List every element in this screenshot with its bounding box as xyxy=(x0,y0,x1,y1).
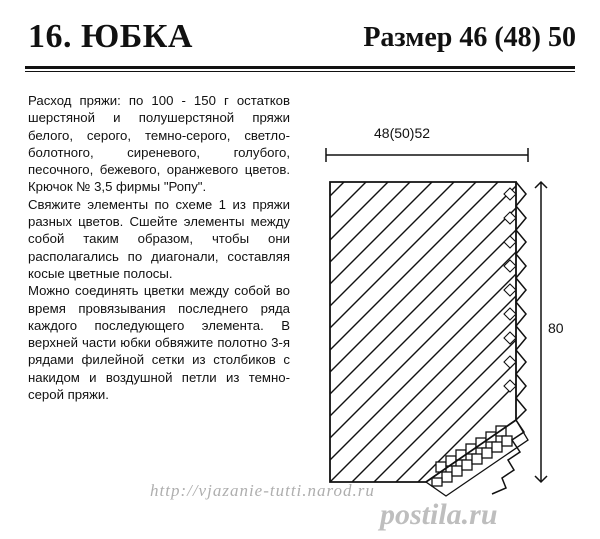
yarn-paragraph: Расход пряжи: по 100 - 150 г остатков шерстяной и полушерстяной пряжи белого, серого, темно-серого, светло-болотного, сиреневого, голубого, песочного, бежевого, оранжевого цветов. Крючок № 3,5 фирмы "Ропу". xyxy=(28,93,290,195)
pattern-title: 16. ЮБКА xyxy=(28,18,193,55)
height-dimension xyxy=(535,182,547,482)
header-rule xyxy=(25,66,575,69)
size-label: Размер 46 (48) 50 xyxy=(363,22,576,53)
watermark-logo: postila.ru xyxy=(380,498,498,531)
joining-paragraph: Можно соединять цветки между собой во время провязывания последнего ряда каждого последующего элемента. В верхней части юбки обвяжите полотно 3-я рядами филейной сетки из столбиков с накидом и воздушной петли из темно-серой пряжи. xyxy=(28,283,290,403)
watermark-url: http://vjazanie-tutti.narod.ru xyxy=(150,481,375,500)
width-label: 48(50)52 xyxy=(374,125,431,141)
instructions-text xyxy=(28,92,290,403)
edge-diamonds xyxy=(504,188,516,392)
height-label: 80 xyxy=(548,320,564,336)
assembly-paragraph: Свяжите элементы по схеме 1 из пряжи разных цветов. Сшейте элементы между собой таким образом, чтобы они располагались по диагонали, составляя косые цветные полосы. xyxy=(28,196,290,281)
page-header xyxy=(0,0,600,78)
width-dimension xyxy=(326,148,528,162)
header-rule-thin xyxy=(25,71,575,72)
skirt-schematic xyxy=(300,120,590,530)
